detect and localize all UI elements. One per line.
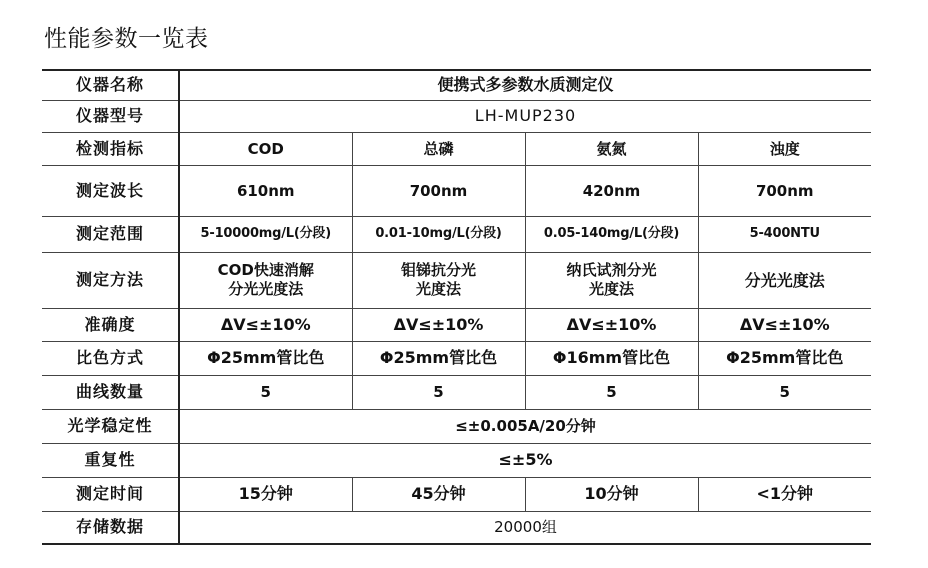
range-ammonia-nitrogen: 0.05-140mg/L(分段) [525,216,698,252]
range-turbidity: 5-400NTU [698,216,871,252]
range-cod: 5-10000mg/L(分段) [179,216,352,252]
row-instrument-name [42,70,871,100]
row-accuracy [42,308,871,341]
label-instrument-name: 仪器名称 [42,70,179,100]
indicator-total-phosphorus: 总磷 [352,132,525,165]
value-stability: ≤±0.005A/20分钟 [179,409,871,443]
label-indicators: 检测指标 [42,132,179,165]
row-storage [42,511,871,544]
accuracy-cod: ΔV≤±10% [179,308,352,341]
curves-total-phosphorus: 5 [352,375,525,409]
value-instrument-model: LH-MUP230 [179,100,871,132]
time-ammonia-nitrogen: 10分钟 [525,477,698,511]
spec-table [42,69,871,545]
wavelength-ammonia-nitrogen: 420nm [525,165,698,216]
method-ammonia-nitrogen: 纳氏试剂分光 光度法 [525,252,698,308]
label-curves: 曲线数量 [42,375,179,409]
method-cod: COD快速消解 分光光度法 [179,252,352,308]
value-storage: 20000组 [179,511,871,544]
method-total-phosphorus: 钼锑抗分光 光度法 [352,252,525,308]
curves-turbidity: 5 [698,375,871,409]
wavelength-turbidity: 700nm [698,165,871,216]
colorimetric-ammonia-nitrogen: Φ16mm管比色 [525,341,698,375]
colorimetric-total-phosphorus: Φ25mm管比色 [352,341,525,375]
curves-cod: 5 [179,375,352,409]
row-indicators [42,132,871,165]
value-instrument-name: 便携式多参数水质测定仪 [179,70,871,100]
indicator-ammonia-nitrogen: 氨氮 [525,132,698,165]
accuracy-ammonia-nitrogen: ΔV≤±10% [525,308,698,341]
row-instrument-model [42,100,871,132]
row-time [42,477,871,511]
accuracy-turbidity: ΔV≤±10% [698,308,871,341]
label-instrument-model: 仪器型号 [42,100,179,132]
accuracy-total-phosphorus: ΔV≤±10% [352,308,525,341]
label-wavelength: 测定波长 [42,165,179,216]
label-method: 测定方法 [42,252,179,308]
row-repeatability [42,443,871,477]
label-repeatability: 重复性 [42,443,179,477]
page-title: 性能参数一览表 [44,26,209,52]
method-turbidity: 分光光度法 [698,252,871,308]
range-total-phosphorus: 0.01-10mg/L(分段) [352,216,525,252]
value-repeatability: ≤±5% [179,443,871,477]
wavelength-total-phosphorus: 700nm [352,165,525,216]
curves-ammonia-nitrogen: 5 [525,375,698,409]
label-time: 测定时间 [42,477,179,511]
label-colorimetric: 比色方式 [42,341,179,375]
row-curves [42,375,871,409]
row-stability [42,409,871,443]
colorimetric-cod: Φ25mm管比色 [179,341,352,375]
time-total-phosphorus: 45分钟 [352,477,525,511]
colorimetric-turbidity: Φ25mm管比色 [698,341,871,375]
row-wavelength [42,165,871,216]
row-colorimetric [42,341,871,375]
label-accuracy: 准确度 [42,308,179,341]
indicator-turbidity: 浊度 [698,132,871,165]
time-cod: 15分钟 [179,477,352,511]
row-method [42,252,871,308]
label-storage: 存储数据 [42,511,179,544]
label-range: 测定范围 [42,216,179,252]
time-turbidity: <1分钟 [698,477,871,511]
row-range [42,216,871,252]
label-stability: 光学稳定性 [42,409,179,443]
indicator-cod: COD [179,132,352,165]
wavelength-cod: 610nm [179,165,352,216]
